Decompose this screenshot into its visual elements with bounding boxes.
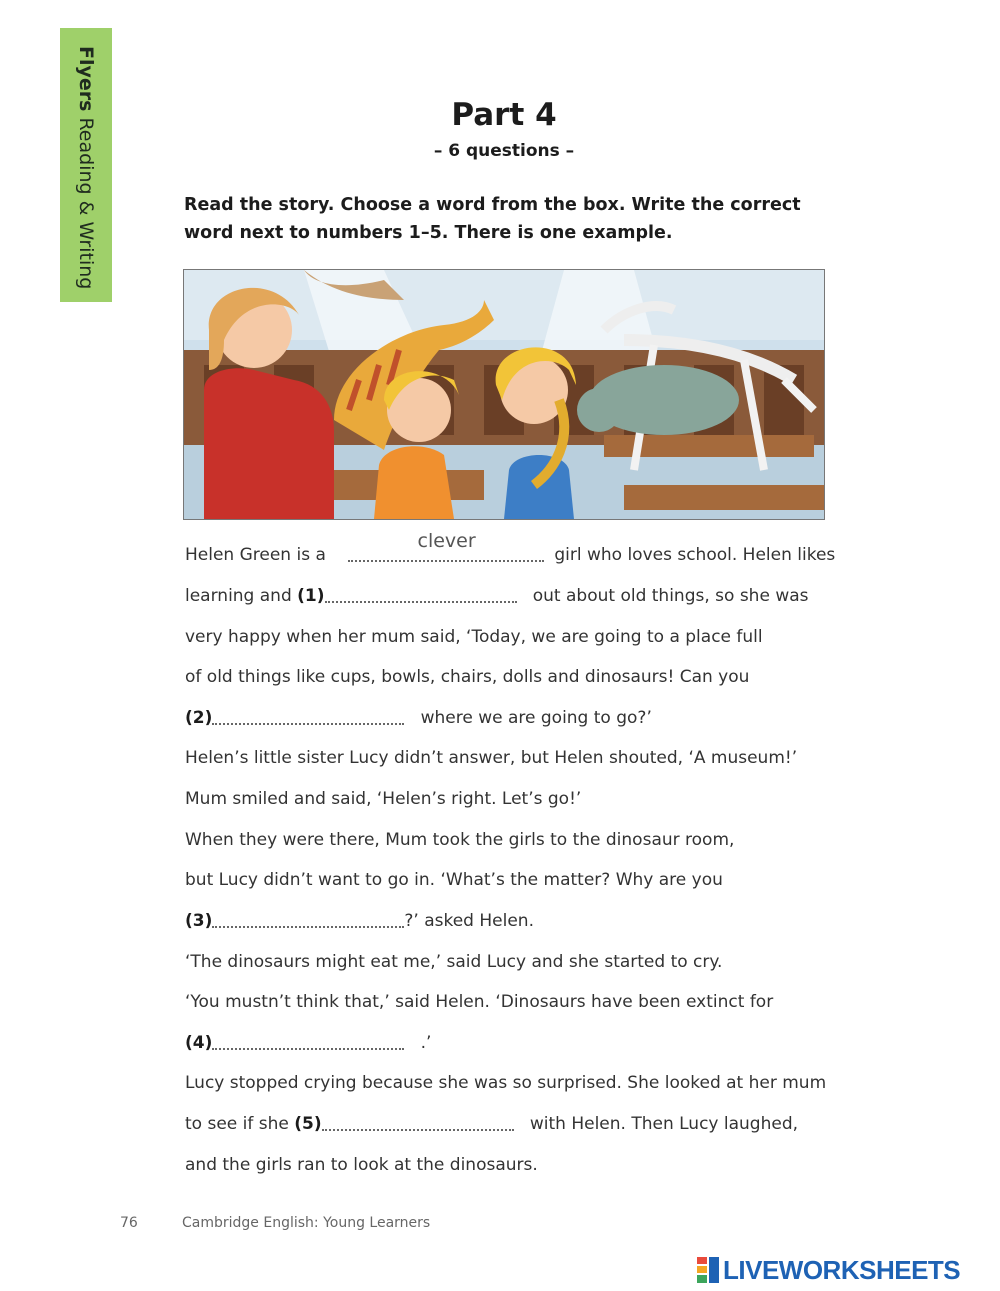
story-line-7: Mum smiled and said, ‘Helen’s right. Let’s go!’ (185, 789, 582, 809)
question-number-1: (1) (297, 586, 325, 606)
museum-illustration (183, 269, 825, 520)
story-text-l1a: Helen Green is a (185, 545, 326, 565)
story-line-3: very happy when her mum said, ‘Today, we are going to a place full (185, 627, 763, 647)
question-number-2: (2) (185, 708, 213, 728)
story-text-l13b: .’ (420, 1033, 432, 1053)
story-line-10 (185, 906, 534, 936)
sidebar-tab (60, 28, 112, 302)
example-answer: clever (417, 530, 476, 552)
story-text-l15b: with Helen. Then Lucy laughed, (529, 1114, 799, 1134)
answer-field-5[interactable] (322, 1111, 514, 1131)
story-line-16: and the girls ran to look at the dinosaurs. (185, 1155, 538, 1175)
book-title: Cambridge English: Young Learners (182, 1215, 431, 1231)
story-line-5 (185, 703, 652, 733)
question-number-5: (5) (294, 1114, 322, 1134)
story-line-2 (185, 581, 809, 611)
story-line-6: Helen’s little sister Lucy didn’t answer, but Helen shouted, ‘A museum!’ (185, 748, 798, 768)
sidebar-level: Flyers (75, 46, 97, 112)
story-line-8: When they were there, Mum took the girls to the dinosaur room, (185, 830, 735, 850)
story-text-l10b: ?’ asked Helen. (404, 911, 534, 931)
answer-field-3[interactable] (212, 908, 404, 928)
museum-scene (184, 270, 824, 519)
story-text-l5b: where we are going to go?’ (420, 708, 652, 728)
story-line-15 (185, 1109, 798, 1139)
page-subtitle: – 6 questions – (433, 141, 575, 161)
page-title: Part 4 (451, 97, 557, 133)
liveworksheets-logo[interactable] (697, 1253, 960, 1287)
answer-field-1[interactable] (325, 583, 517, 603)
story-line-1 (185, 530, 836, 570)
instruction-text: Read the story. Choose a word from the box. Write the correct word next to numbers 1–5. There is one example. (184, 195, 801, 243)
story-text-l2b: out about old things, so she was (532, 586, 809, 606)
story-text-l15a: to see if she (185, 1114, 289, 1134)
story-text-l2a: learning and (185, 586, 292, 606)
sidebar-section: Reading & Writing (75, 117, 97, 290)
story-line-13 (185, 1028, 431, 1058)
story-line-11: ‘The dinosaurs might eat me,’ said Lucy and she started to cry. (185, 952, 723, 972)
story-line-9: but Lucy didn’t want to go in. ‘What’s the matter? Why are you (185, 870, 723, 890)
example-answer-field (348, 530, 544, 562)
question-number-3: (3) (185, 911, 213, 931)
answer-field-2[interactable] (212, 705, 404, 725)
answer-field-4[interactable] (212, 1030, 404, 1050)
story-line-14: Lucy stopped crying because she was so surprised. She looked at her mum (185, 1073, 827, 1093)
story-line-4: of old things like cups, bowls, chairs, dolls and dinosaurs! Can you (185, 667, 750, 687)
question-number-4: (4) (185, 1033, 213, 1053)
brand-name: LIVEWORKSHEETS (723, 1254, 961, 1285)
liveworksheets-icon (697, 1257, 719, 1283)
sidebar-label (75, 46, 97, 289)
page-number: 76 (120, 1215, 138, 1231)
story-line-12: ‘You mustn’t think that,’ said Helen. ‘Dinosaurs have been extinct for (185, 992, 774, 1012)
story-text-l1b: girl who loves school. Helen likes (554, 545, 836, 565)
